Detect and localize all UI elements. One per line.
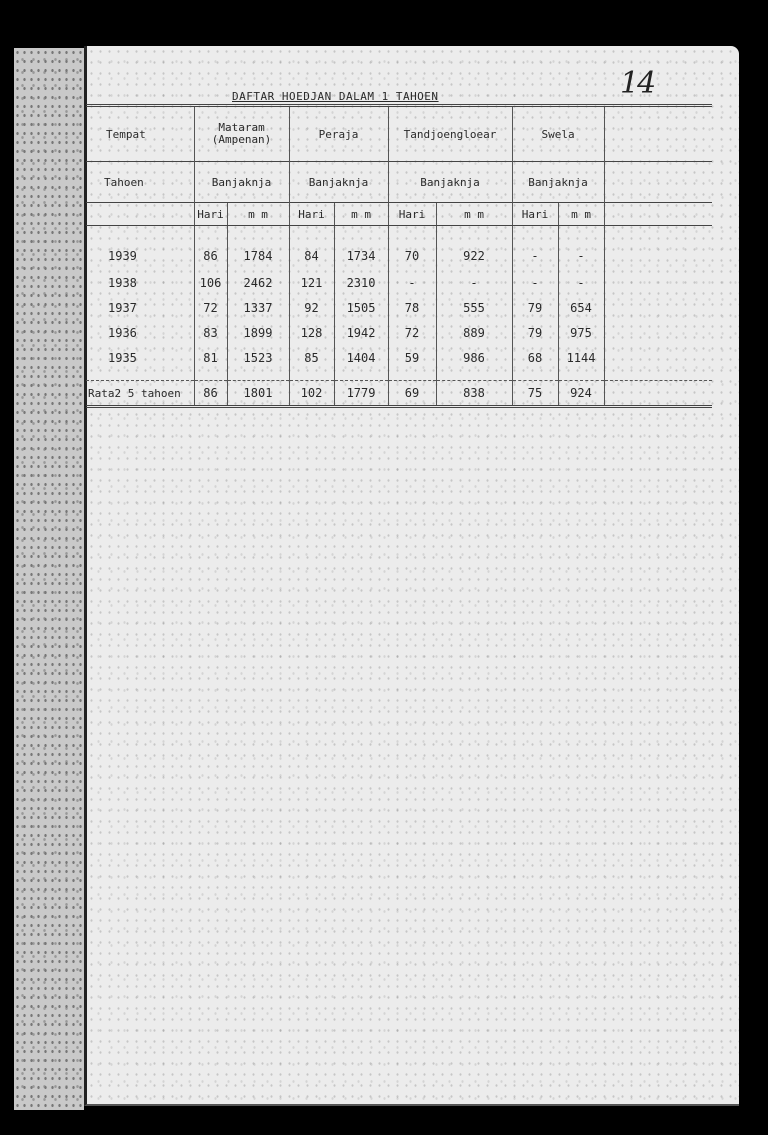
average-cell: 102	[289, 381, 334, 407]
empty-cell	[604, 295, 712, 320]
value-cell: -	[512, 270, 558, 295]
station-name: Mataram	[218, 121, 265, 134]
empty-header-cell	[604, 106, 712, 162]
place-header: Tempat	[86, 106, 194, 162]
value-cell: 1523	[227, 345, 289, 381]
header-row-places	[86, 106, 712, 162]
average-cell: 75	[512, 381, 558, 407]
empty-cell	[604, 381, 712, 407]
value-cell: 2310	[334, 270, 388, 295]
quantity-header: Banjaknja	[194, 162, 289, 203]
value-cell: 83	[194, 320, 227, 345]
average-cell: 838	[436, 381, 512, 407]
rainfall-table	[86, 104, 712, 408]
unit-mm-header: m m	[436, 203, 512, 226]
value-cell: 85	[289, 345, 334, 381]
year-cell: 1937	[108, 300, 137, 315]
table-row	[86, 270, 712, 295]
value-cell: 92	[289, 295, 334, 320]
value-cell: 889	[436, 320, 512, 345]
quantity-header: Banjaknja	[512, 162, 604, 203]
value-cell: 68	[512, 345, 558, 381]
empty-header-cell	[604, 162, 712, 203]
value-cell: 78	[388, 295, 436, 320]
unit-days-header: Hari	[194, 203, 227, 226]
value-cell: 1899	[227, 320, 289, 345]
value-cell: 121	[289, 270, 334, 295]
empty-cell	[604, 270, 712, 295]
quantity-header: Banjaknja	[388, 162, 512, 203]
station-header-mataram	[194, 106, 289, 162]
value-cell: 86	[194, 226, 227, 271]
value-cell: 70	[388, 226, 436, 271]
table-row	[86, 345, 712, 381]
average-row	[86, 381, 712, 407]
empty-header-cell	[604, 203, 712, 226]
value-cell: 1404	[334, 345, 388, 381]
empty-cell	[604, 320, 712, 345]
value-cell: 922	[436, 226, 512, 271]
value-cell: -	[558, 270, 604, 295]
empty-cell	[604, 345, 712, 381]
table-row	[86, 295, 712, 320]
value-cell: 79	[512, 320, 558, 345]
value-cell: 2462	[227, 270, 289, 295]
value-cell: 555	[436, 295, 512, 320]
unit-days-header: Hari	[388, 203, 436, 226]
value-cell: 1505	[334, 295, 388, 320]
value-cell: 1734	[334, 226, 388, 271]
value-cell: 1942	[334, 320, 388, 345]
value-cell: 106	[194, 270, 227, 295]
value-cell: -	[436, 270, 512, 295]
document-title: DAFTAR HOEDJAN DALAM 1 TAHOEN	[232, 90, 439, 103]
table-row	[86, 320, 712, 345]
value-cell: 654	[558, 295, 604, 320]
average-cell: 86	[194, 381, 227, 407]
page-number: 14	[620, 66, 655, 101]
quantity-header: Banjaknja	[289, 162, 388, 203]
unit-mm-header: m m	[227, 203, 289, 226]
station-header-swela: Swela	[512, 106, 604, 162]
unit-mm-header: m m	[334, 203, 388, 226]
average-cell: 69	[388, 381, 436, 407]
value-cell: 79	[512, 295, 558, 320]
average-cell: 924	[558, 381, 604, 407]
station-header-peraja: Peraja	[289, 106, 388, 162]
header-row-units	[86, 203, 712, 226]
year-cell: 1938	[108, 275, 137, 290]
year-cell: 1935	[108, 350, 137, 365]
empty-header-cell	[86, 203, 194, 226]
average-cell: 1801	[227, 381, 289, 407]
year-cell: 1936	[108, 325, 137, 340]
value-cell: 84	[289, 226, 334, 271]
average-label: Rata2 5 tahoen	[86, 381, 194, 407]
value-cell: 81	[194, 345, 227, 381]
value-cell: 975	[558, 320, 604, 345]
station-header-tandjoengloear: Tandjoengloear	[388, 106, 512, 162]
unit-days-header: Hari	[512, 203, 558, 226]
value-cell: 72	[194, 295, 227, 320]
table-row	[86, 226, 712, 271]
value-cell: 59	[388, 345, 436, 381]
value-cell: 128	[289, 320, 334, 345]
scan-edge-strip	[14, 48, 84, 1110]
unit-days-header: Hari	[289, 203, 334, 226]
year-header: Tahoen	[86, 162, 194, 203]
value-cell: -	[512, 226, 558, 271]
value-cell: 72	[388, 320, 436, 345]
value-cell: 986	[436, 345, 512, 381]
empty-cell	[604, 226, 712, 271]
station-sub: (Ampenan)	[211, 133, 272, 146]
unit-mm-header: m m	[558, 203, 604, 226]
value-cell: -	[558, 226, 604, 271]
year-cell: 1939	[108, 249, 137, 263]
value-cell: 1784	[227, 226, 289, 271]
value-cell: 1144	[558, 345, 604, 381]
value-cell: 1337	[227, 295, 289, 320]
average-cell: 1779	[334, 381, 388, 407]
value-cell: -	[388, 270, 436, 295]
header-row-quantity	[86, 162, 712, 203]
